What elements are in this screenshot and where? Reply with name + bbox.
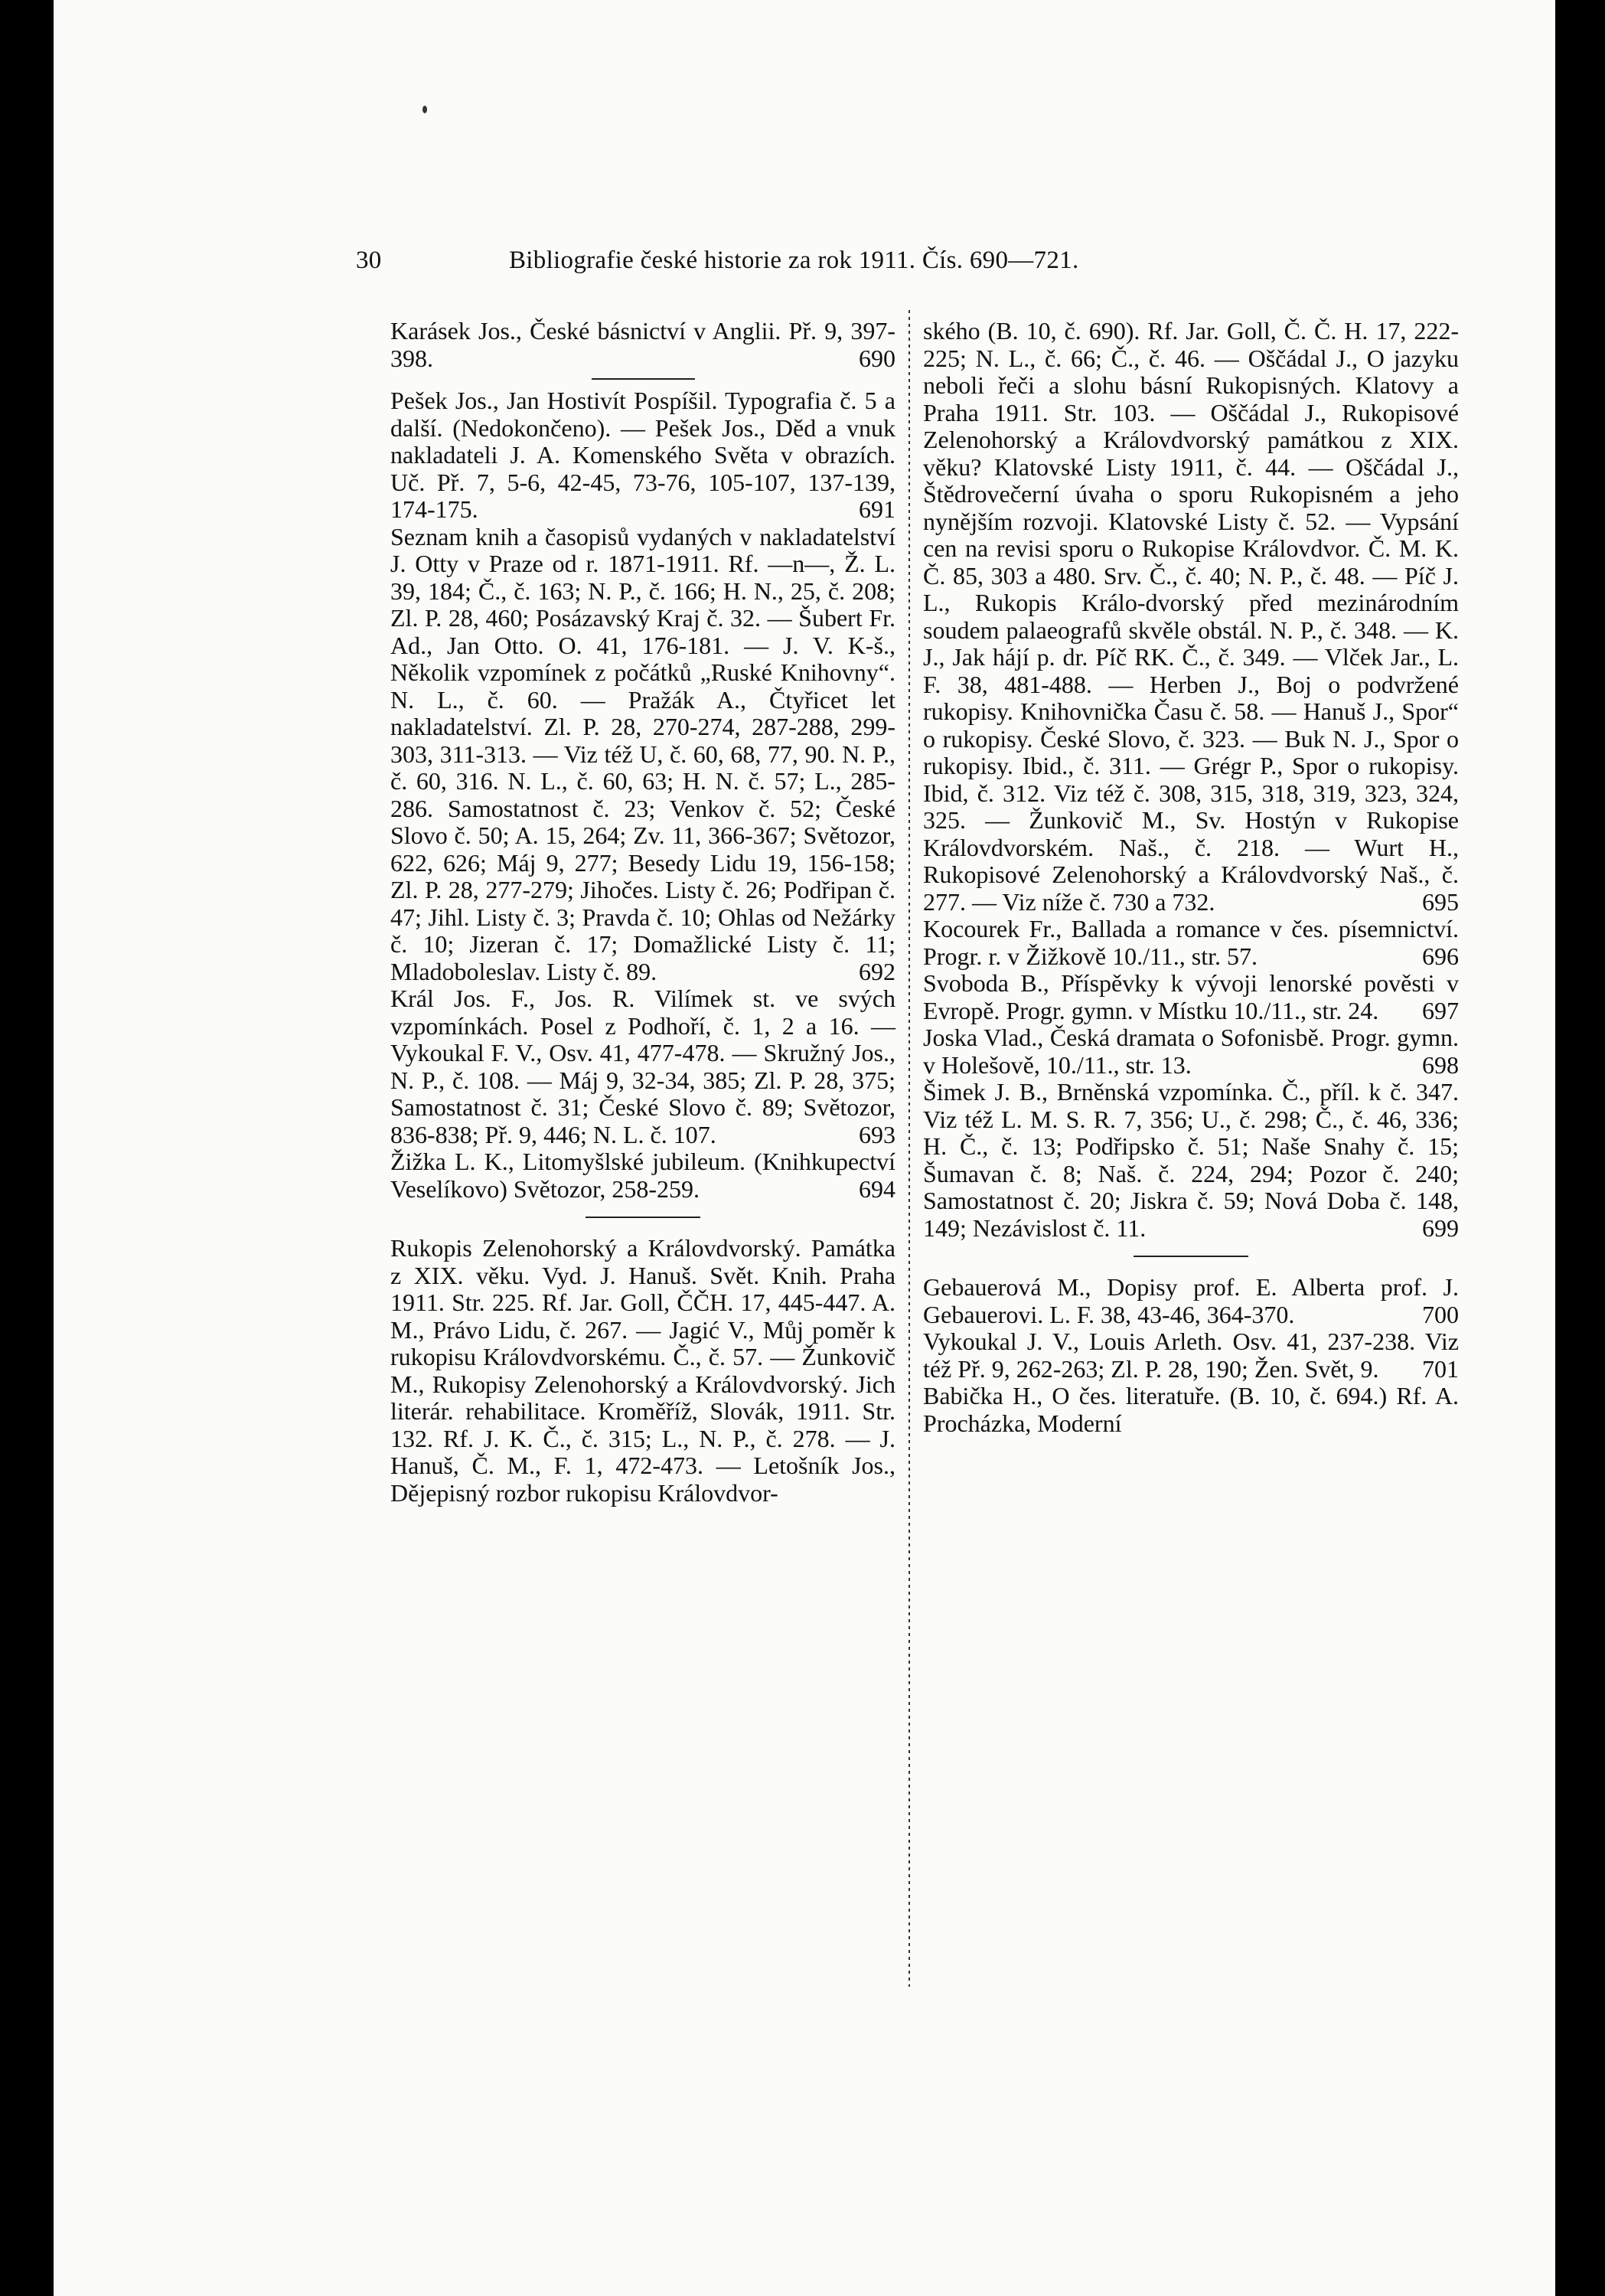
entry-text: Gebauerová M., Dopisy prof. E. Alberta prof. J. Gebauerovi. L. F. 38, 43-46, 364-370. bbox=[923, 1273, 1459, 1328]
page-number: 30 bbox=[356, 247, 382, 274]
separator-rule bbox=[592, 378, 695, 380]
entry-702 bbox=[923, 1383, 1459, 1437]
entry-text: Babička H., O čes. literatuře. (B. 10, č. 694.) Rf. A. Procházka, Moderní bbox=[923, 1382, 1459, 1437]
entry-text: Žižka L. K., Litomyšlské jubileum. (Knihkupectví Veselíkovo) Světozor, 258-259. bbox=[390, 1148, 895, 1203]
entry-number: 691 bbox=[859, 495, 895, 523]
entry-number: 699 bbox=[1422, 1213, 1459, 1242]
entry-number: 695 bbox=[1422, 887, 1459, 916]
entry-700 bbox=[923, 1274, 1459, 1328]
entry-text: ského (B. 10, č. 690). Rf. Jar. Goll, Č. Č. H. 17, 222-225; N. L., č. 66; Č., č. 46. — Oščádal J., O jazyku neboli řeči a slohu básní Rukopisných. Klatovy a Praha 1911. Str. 103. — Oščádal J., Rukopisové Zelenohorský a Královdvorský památkou z XIX. věku? Klatovské Listy 1911, č. 44. — Oščádal J., Štědrovečerní úvaha o sporu Rukopisném a jeho nynějším rozvoji. Klatovské Listy č. 52. — Vypsání cen na revisi sporu o Rukopise Královdvor. Č. M. K. Č. 85, 303 a 480. Srv. Č., č. 40; N. P., č. 48. — Píč J. L., Rukopis Králo-dvorský před mezinárodním soudem palaeografů skvěle obstál. N. P., č. 348. — K. J., Jak hájí p. dr. Píč RK. Č., č. 349. — Vlček Jar., L. F. 38, 481-488. — Herben J., Boj o podvržené rukopisy. Knihovnička Času č. 58. — Hanuš J., Spor“ o rukopisy. České Slovo, č. 323. — Buk N. J., Spor o rukopisy. Ibid., č. 311. — Grégr P., Spor o rukopisy. Ibid, č. 312. Viz též č. 308, 315, 318, 319, 323, 324, 325. — Žunkovič M., Sv. Hostýn v Rukopise Královdvorském. Naš., č. 218. — Wurt H., Rukopisové Zelenohorský a Královdvorský Naš., č. 277. — Viz níže č. 730 a 732. bbox=[923, 317, 1459, 916]
entry-number: 694 bbox=[859, 1174, 895, 1203]
running-header bbox=[356, 247, 1412, 275]
entry-698 bbox=[923, 1024, 1459, 1079]
entry-number: 696 bbox=[1422, 942, 1459, 970]
entry-696 bbox=[923, 916, 1459, 970]
entry-text: Král Jos. F., Jos. R. Vilímek st. ve svých vzpomínkách. Posel z Podhoří, č. 1, 2 a 16. — Vykoukal F. V., Osv. 41, 477-478. — Skružný Jos., N. P., č. 108. — Máj 9, 32-34, 385; Zl. P. 28, 375; Samostatnost č. 31; České Slovo č. 89; Světozor, 836-838; Př. 9, 446; N. L. č. 107. bbox=[390, 985, 895, 1148]
entry-701 bbox=[923, 1328, 1459, 1383]
entry-text: Pešek Jos., Jan Hostivít Pospíšil. Typografia č. 5 a další. (Nedokončeno). — Pešek Jos., Děd a vnuk nakladateli J. A. Komenského Světa v obrazích. Uč. Př. 7, 5-6, 42-45, 73-76, 105-107, 137-139, 174-175. bbox=[390, 387, 895, 523]
entry-number: 697 bbox=[1422, 996, 1459, 1024]
running-title: Bibliografie české historie za rok 1911. Čís. 690—721. bbox=[509, 247, 1079, 274]
page-sheet bbox=[54, 0, 1555, 2296]
entry-text: Rukopis Zelenohorský a Královdvorský. Památka z XIX. věku. Vyd. J. Hanuš. Svět. Knih. Praha 1911. Str. 225. Rf. Jar. Goll, ČČH. 17, 445-447. A. M., Právo Lidu, č. 267. — Jagić V., Můj poměr k rukopisu Královdvorskému. Č., č. 57. — Žunkovič M., Rukopisy Zelenohorský a Královdvorský. Jich literár. rehabilitace. Kroměříž, Slovák, 1911. Str. 132. Rf. J. K. Č., č. 315; L., N. P., č. 278. — J. Hanuš, Č. M., F. 1, 472-473. — Letošník Jos., Dějepisný rozbor rukopisu Královdvor- bbox=[390, 1234, 895, 1507]
entry-text: Seznam knih a časopisů vydaných v nakladatelství J. Otty v Praze od r. 1871-1911. Rf. —n—, Ž. L. 39, 184; Č., č. 163; N. P., č. 166; H. N., 25, č. 208; Zl. P. 28, 460; Posázavský Kraj č. 32. — Šubert Fr. Ad., Jan Otto. O. 41, 176-181. — J. V. K-š., Několik vzpomínek z počátků „Ruské Knihovny“. N. L., č. 60. — Pražák A., Čtyřicet let nakladatelství. Zl. P. 28, 270-274, 287-288, 299-303, 311-313. — Viz též U, č. 60, 68, 77, 90. N. P., č. 60, 316. N. L., č. 60, 63; H. N. č. 57; L., 285-286. Samostatnost č. 23; Venkov č. 52; České Slovo č. 50; A. 15, 264; Zv. 11, 366-367; Světozor, 622, 626; Máj 9, 277; Besedy Lidu 19, 156-158; Zl. P. 28, 277-279; Jihočes. Listy č. 26; Podřipan č. 47; Jihl. Listy č. 3; Pravda č. 10; Ohlas od Nežárky č. 10; Jizeran č. 17; Domažlické Listy č. 11; Mladoboleslav. Listy č. 89. bbox=[390, 522, 895, 985]
entry-693 bbox=[390, 985, 895, 1148]
entry-text: Kocourek Fr., Ballada a romance v čes. písemnictví. Progr. r. v Žižkově 10./11., str. 57. bbox=[923, 915, 1459, 970]
entry-text: Šimek J. B., Brněnská vzpomínka. Č., příl. k č. 347. Viz též L. M. S. R. 7, 356; U., č. 298; Č., č. 46, 336; H. Č., č. 13; Podřipsko č. 51; Naše Snahy č. 15; Šumavan č. 8; Naš. č. 224, 294; Pozor č. 240; Samostatnost č. 20; Jiskra č. 59; Nová Doba č. 148, 149; Nezávislost č. 11. bbox=[923, 1078, 1459, 1242]
separator-rule bbox=[1134, 1256, 1248, 1257]
entry-text: Svoboda B., Příspěvky k vývoji lenorské pověsti v Evropě. Progr. gymn. v Místku 10./11., str. 24. bbox=[923, 969, 1459, 1024]
entry-number: 692 bbox=[859, 957, 895, 985]
entry-699 bbox=[923, 1079, 1459, 1242]
entry-text: Joska Vlad., Česká dramata o Sofonisbě. Progr. gymn. v Holešově, 10./11., str. 13. bbox=[923, 1024, 1459, 1079]
separator-rule bbox=[586, 1217, 700, 1218]
entry-692 bbox=[390, 524, 895, 986]
entry-text: Vykoukal J. V., Louis Arleth. Osv. 41, 237-238. Viz též Př. 9, 262-263; Zl. P. 28, 190; Žen. Svět, 9. bbox=[923, 1328, 1459, 1383]
entry-number: 698 bbox=[1422, 1050, 1459, 1079]
entry-694 bbox=[390, 1148, 895, 1203]
entry-text: Karásek Jos., České básnictví v Anglii. Př. 9, 397-398. bbox=[390, 317, 895, 372]
entry-695 bbox=[390, 1235, 895, 1507]
entry-number: 700 bbox=[1422, 1300, 1459, 1328]
right-column bbox=[923, 318, 1459, 1437]
entry-number: 690 bbox=[859, 344, 895, 372]
entry-695-continued bbox=[923, 318, 1459, 916]
entry-690 bbox=[390, 318, 895, 372]
entry-691 bbox=[390, 387, 895, 524]
entry-number: 701 bbox=[1422, 1354, 1459, 1383]
left-column bbox=[390, 318, 895, 1507]
speck bbox=[422, 106, 427, 113]
entry-697 bbox=[923, 970, 1459, 1024]
column-divider bbox=[909, 310, 910, 1987]
entry-number: 693 bbox=[859, 1120, 895, 1148]
